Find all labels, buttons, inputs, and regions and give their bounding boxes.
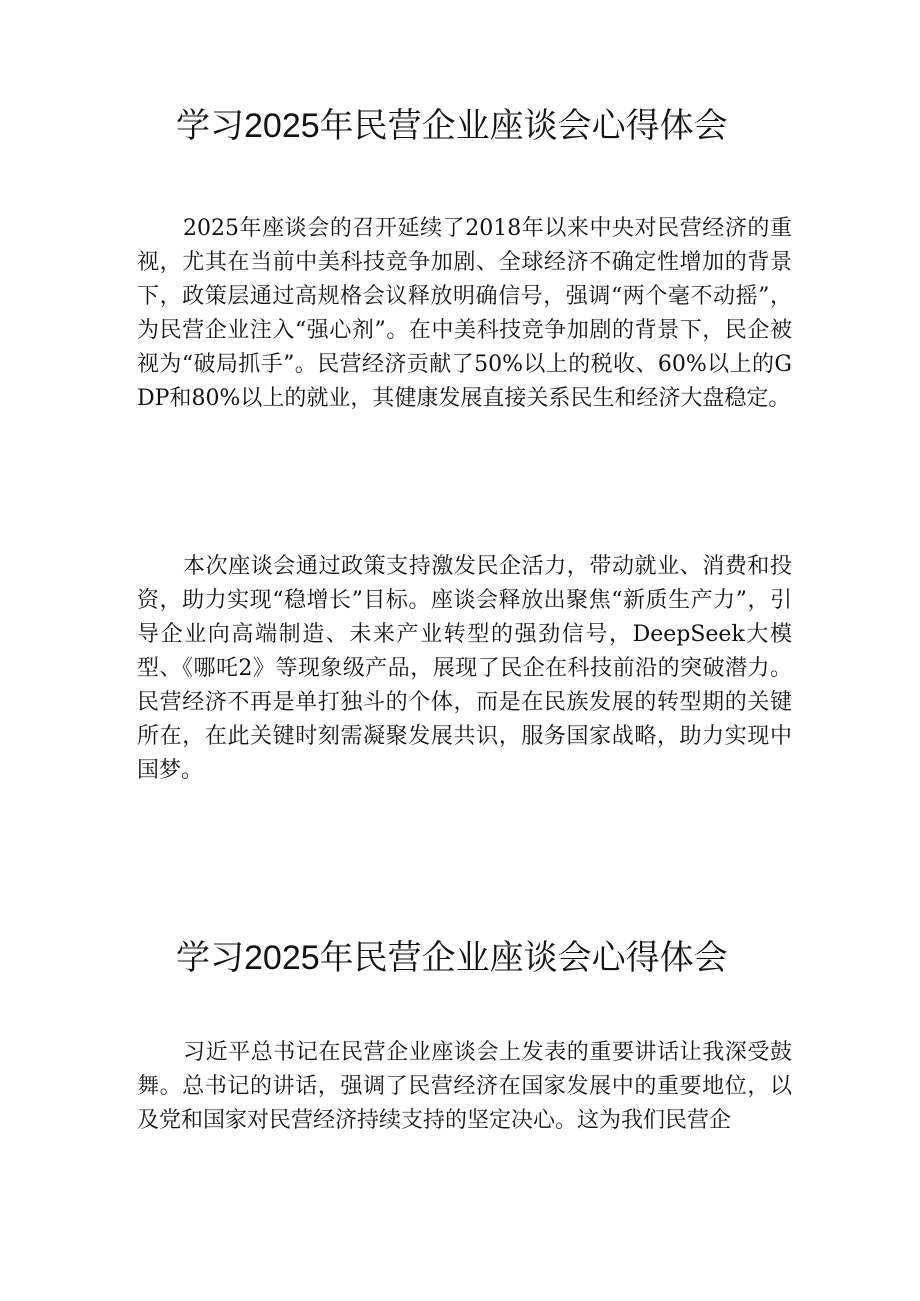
section-title: 学习2025年民营企业座谈会心得体会 <box>176 107 728 145</box>
paragraph: 习近平总书记在民营企业座谈会上发表的重要讲话让我深受鼓舞。总书记的讲话，强调了民营经济在国家发展中的重要地位，以及党和国家对民营经济持续支持的坚定决心。这为我们民营企 <box>137 1040 792 1133</box>
paragraph: 本次座谈会通过政策支持激发民企活力，带动就业、消费和投资，助力实现“稳增长”目标。座谈会释放出聚焦“新质生产力”，引导企业向高端制造、未来产业转型的强劲信号，DeepSeek大模型、《哪吒2》等现象级产品，展现了民企在科技前沿的突破潜力。民营经济不再是单打独斗的个体，而是在民族发展的转型期的关键所在，在此关键时刻需凝聚发展共识，服务国家战略，助力实现中国梦。 <box>137 554 792 783</box>
paragraph: 2025年座谈会的召开延续了2018年以来中央对民营经济的重视，尤其在当前中美科技竞争加剧、全球经济不确定性增加的背景下，政策层通过高规格会议释放明确信号，强调“两个毫不动摇”，为民营企业注入“强心剂”。在中美科技竞争加剧的背景下，民企被视为“破局抓手”。民营经济贡献了50%以上的税收、60%以上的GDP和80%以上的就业，其健康发展直接关系民生和经济大盘稳定。 <box>137 216 792 411</box>
section-title: 学习2025年民营企业座谈会心得体会 <box>176 939 728 977</box>
